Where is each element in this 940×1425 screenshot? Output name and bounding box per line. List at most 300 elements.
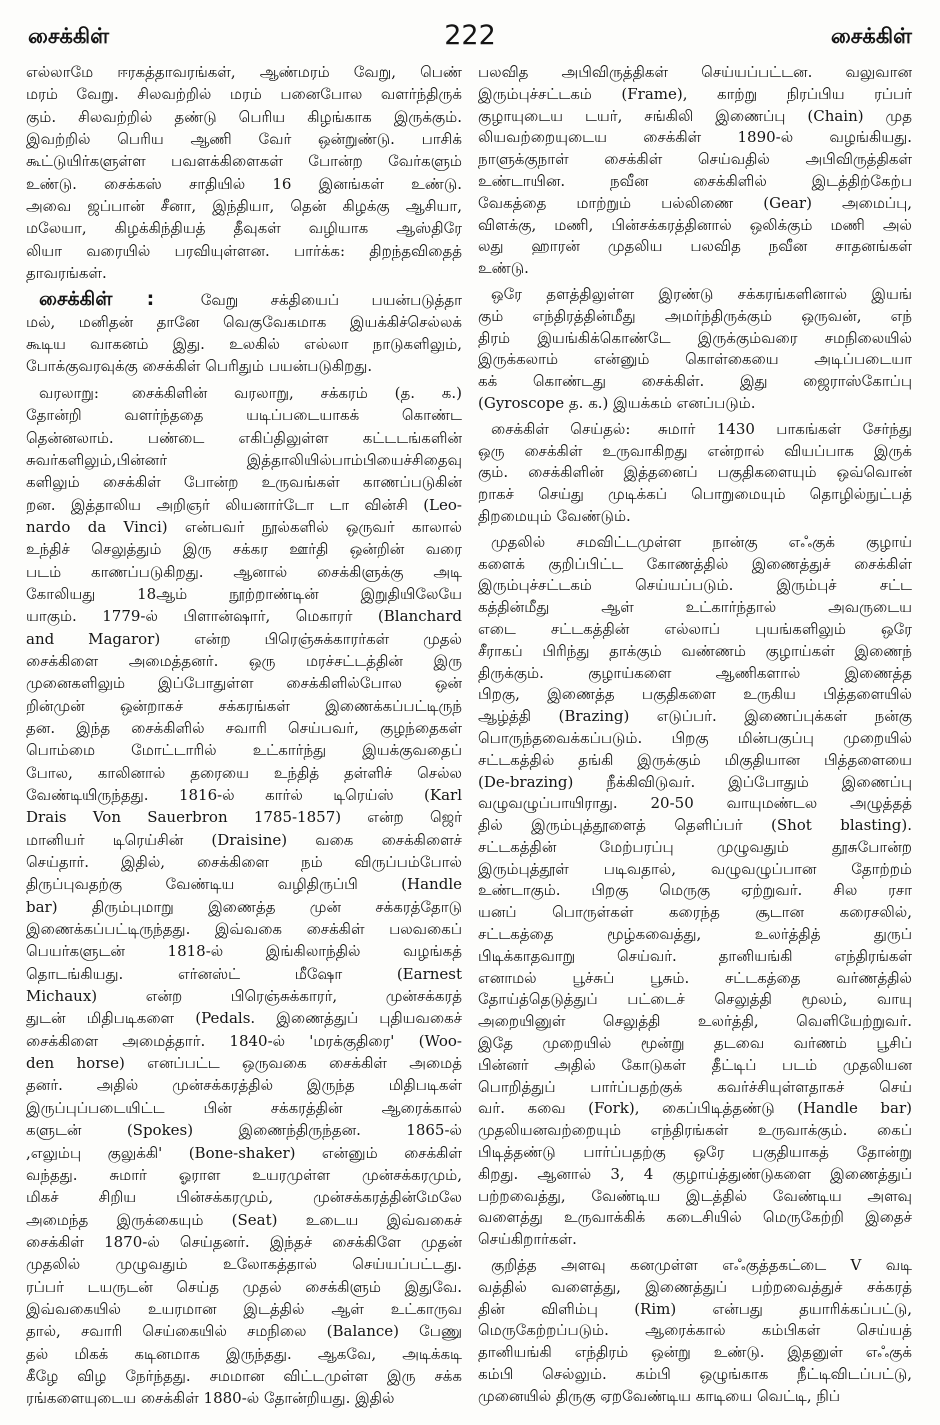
line-content xyxy=(478,329,912,347)
line-content xyxy=(26,406,462,424)
text-line xyxy=(26,1007,462,1029)
line-content xyxy=(26,1032,462,1050)
line-content xyxy=(478,816,912,834)
line-text: ரப்பர் டயருடன் செய்த முதல் சைக்கிளும் இதுவே. xyxy=(26,1277,462,1296)
text-line xyxy=(478,258,912,280)
line-text: இரும்புச்சட்டகம் (Frame), காற்று நிரப்பிய ரப்பர் xyxy=(478,84,912,103)
line-text: எல்லாமே ஈரகத்தாவரங்கள், ஆண்மரம் வேறு, பெண் xyxy=(26,63,462,81)
line-text: இவற்றில் பெரிய ஆணி வேர் ஒன்றுண்டு. பாசிக் xyxy=(26,130,462,149)
line-content xyxy=(26,786,462,804)
text-line xyxy=(26,717,462,739)
line-content xyxy=(478,150,912,168)
line-content xyxy=(26,1054,462,1072)
line-text: தோன்றி வளர்ந்ததை யடிப்படையாகக் கொண்ட xyxy=(26,406,462,425)
line-text: இருக்கலாம் என்னும் கொள்கையை அடிப்படையா xyxy=(478,350,912,369)
line-content xyxy=(478,85,912,103)
line-content xyxy=(478,598,912,616)
paragraph xyxy=(478,1255,912,1408)
section-title: வரலாறு: xyxy=(39,383,99,402)
line-content xyxy=(26,920,462,938)
line-content xyxy=(478,1099,912,1117)
line-text: முனைகளிலும் இப்போதுள்ள சைக்கிளில்போல ஒன் xyxy=(26,674,462,693)
line-content xyxy=(478,707,912,725)
text-line xyxy=(478,349,912,371)
text-line xyxy=(478,706,912,728)
line-text: கூட்டுயிர்களுள்ள பவளக்கிளைகள் போன்ற வேர்களும் xyxy=(26,152,462,171)
line-text: செய்தார். இதில், சைக்கிளை நம் விருப்பம்போல் xyxy=(26,853,462,872)
line-text: தொடங்கியது. எர்னஸ்ட் மீஷோ (Earnest xyxy=(26,964,462,983)
text-line xyxy=(26,173,462,195)
line-content xyxy=(478,237,912,255)
text-line xyxy=(478,684,912,706)
line-text: கக் கொண்டது சைக்கிள். இது ஜைராஸ்கோப்பு xyxy=(478,372,912,391)
text-line xyxy=(478,1120,912,1142)
line-content xyxy=(478,1078,912,1096)
text-line xyxy=(478,1342,912,1364)
line-content xyxy=(26,355,372,377)
text-line xyxy=(26,806,462,828)
line-text: வந்தது. சுமார் ஓராள உயரமுள்ள முன்சக்கரமும், xyxy=(26,1165,462,1184)
text-line xyxy=(478,84,912,106)
line-text: யனப் பொருள்கள் கரைந்த சூடான கரைசலில், xyxy=(478,903,912,922)
line-content xyxy=(26,563,462,581)
text-line xyxy=(478,1386,912,1408)
line-content xyxy=(478,1321,912,1339)
line-text: பொறித்துப் பார்ப்பதற்குக் கவர்ச்சியுள்ளதாகச் செய் xyxy=(478,1077,912,1096)
line-text: ஒரே தளத்திலுள்ள இரண்டு சக்கரங்களினால் இயங் xyxy=(491,284,912,303)
line-content xyxy=(26,1211,462,1229)
line-content xyxy=(26,335,462,353)
line-text: களிலும் சைக்கிள் போன்ற உருவங்கள் காணப்படுகின் xyxy=(26,473,462,492)
line-content xyxy=(478,350,912,368)
line-text: வளைத்து உருவாக்கிக் கடைசியில் மெருகேற்றி இதைச் xyxy=(478,1208,912,1227)
text-line xyxy=(478,1207,912,1229)
line-text: இரும்புச்சட்டகம் செய்யப்படும். இரும்புச் சட்ட xyxy=(478,576,912,595)
line-content xyxy=(26,262,107,284)
text-line xyxy=(26,672,462,694)
text-line xyxy=(26,382,462,404)
text-line xyxy=(478,946,912,968)
line-content xyxy=(478,751,912,769)
text-line xyxy=(478,641,912,663)
line-content xyxy=(478,969,912,987)
text-line xyxy=(26,1074,462,1096)
text-line xyxy=(478,371,912,393)
text-line xyxy=(26,784,462,806)
line-content xyxy=(26,197,462,215)
line-text: சீராகப் பிரிந்து தாக்கும் வண்ணம் குழாய்கள் இணைந் xyxy=(478,641,912,660)
line-content xyxy=(478,773,912,791)
line-content xyxy=(491,420,912,438)
line-content xyxy=(26,1188,462,1206)
text-line xyxy=(478,1164,912,1186)
line-text: மரம் வேறு. சிலவற்றில் மரம் பனைபோல வளர்ந்திருக் xyxy=(26,85,462,104)
line-content xyxy=(26,429,462,447)
text-line xyxy=(478,193,912,215)
line-content xyxy=(26,741,462,759)
line-content xyxy=(478,881,912,899)
line-text: நாளுக்குநாள் சைக்கிள் செய்வதில் அபிவிருத்திகள் xyxy=(478,150,912,169)
line-content xyxy=(26,652,462,670)
line-text: துடன் மிதிபடிகளை (Pedals. இணைத்துப் புதியவகைச் xyxy=(26,1009,462,1028)
text-line xyxy=(478,127,912,149)
text-line xyxy=(26,1164,462,1186)
line-text: முனையில் திருகு ஏறவேண்டிய காடியை வெட்டி, நிப் xyxy=(478,1386,840,1405)
line-text: சைக்கிளின் வரலாறு, சக்கரம் (த. க.) xyxy=(131,383,462,402)
line-text: திருக்கும். குழாய்களை ஆணிகளால் இணைத்த xyxy=(478,663,912,682)
text-line xyxy=(26,1142,462,1164)
text-line xyxy=(26,1320,462,1342)
line-content xyxy=(478,1278,912,1296)
text-line xyxy=(478,554,912,576)
text-line xyxy=(26,311,462,333)
line-content xyxy=(26,1367,462,1385)
line-content xyxy=(478,903,912,921)
text-line xyxy=(26,538,462,560)
line-text: பற்றவைத்து, வேண்டிய இடத்தில் வேண்டிய அளவு xyxy=(478,1186,912,1205)
line-text: றன. இத்தாலிய அறிஞர் லியனார்டோ டா வின்சி (Leo- xyxy=(26,495,462,514)
line-content xyxy=(26,473,462,491)
line-content xyxy=(478,990,912,1008)
line-text: உண்டாயின. நவீன சைக்கிளில் இடத்திற்கேற்ப xyxy=(478,171,912,190)
line-content xyxy=(26,108,462,126)
page-number: 222 xyxy=(444,20,496,51)
text-line xyxy=(26,1253,462,1275)
line-text: பிடித்தண்டு பார்ப்பதற்கு ஒரே பகுதியாகத் தோன்று xyxy=(478,1143,912,1162)
line-text: ,எலும்பு குலுக்கி' (Bone-shaker) என்னும் சைக்கிள் xyxy=(26,1143,462,1162)
text-line xyxy=(478,750,912,772)
line-content xyxy=(26,942,462,960)
text-line xyxy=(26,583,462,605)
text-line xyxy=(26,262,462,284)
text-line xyxy=(26,128,462,150)
running-head-right: சைக்கிள் xyxy=(830,24,912,48)
text-line xyxy=(26,762,462,784)
text-line xyxy=(478,663,912,685)
text-line xyxy=(478,106,912,128)
line-text: தனர். அதில் முன்சக்கரத்தில் இருந்த மிதிபடிகள் xyxy=(26,1076,462,1095)
text-line xyxy=(26,1186,462,1208)
line-text: திருப்புவதற்கு வேண்டிய வழிதிருப்பி (Handle xyxy=(26,875,462,894)
line-text: சைக்கிளை அமைத்தார். 1840-ல் 'மரக்குதிரை' (Woo- xyxy=(26,1031,462,1050)
line-content xyxy=(478,1034,912,1052)
text-line xyxy=(26,896,462,918)
text-line xyxy=(478,62,912,84)
line-content xyxy=(26,1144,462,1162)
line-text: மெருகேற்றப்படும். ஆரைக்கால் கம்பிகள் செய்யத் xyxy=(478,1321,912,1340)
line-content xyxy=(478,860,912,878)
text-line xyxy=(26,1276,462,1298)
text-line xyxy=(26,494,462,516)
text-line xyxy=(26,106,462,128)
line-text: கிறது. ஆனால் 3, 4 குழாய்த்துண்டுகளை இணைத்துப் xyxy=(478,1164,912,1183)
line-text: திறமையும் வேண்டும். xyxy=(478,506,631,525)
line-text: மல், மனிதன் தானே வெகுவேகமாக இயக்கிச்செல்லக் xyxy=(26,312,462,331)
line-text: அவை ஜப்பான் சீனா, இந்தியா, தென் கிழக்கு ஆசியா, xyxy=(26,197,462,216)
line-content xyxy=(26,496,462,514)
line-text: சுவர்களிலும்,பின்னர் இத்தாலியில்பாம்பியைச்சிதைவு xyxy=(26,450,462,469)
line-text: தானியங்கி எந்திரம் ஒன்று உண்டு. இதனுள் எஃகுக் xyxy=(478,1343,912,1362)
running-head-left: சைக்கிள் xyxy=(28,24,110,48)
text-line xyxy=(26,150,462,172)
line-text: சட்டகத்தில் தங்கி இருக்கும் மிகுதியான பித்தளையை xyxy=(478,750,912,769)
text-line xyxy=(478,728,912,750)
line-content xyxy=(478,107,912,125)
line-content xyxy=(26,219,462,237)
line-content xyxy=(478,1365,912,1383)
text-line xyxy=(478,1320,912,1342)
line-text: Drais Von Sauerbron 1785-1857) என்ற ஜெர் xyxy=(26,808,462,827)
line-text: கும். சைக்கிளின் இத்தனைப் பகுதிகளையும் ஒவ்வொன் xyxy=(478,463,912,482)
text-line xyxy=(26,355,462,377)
line-text: பின்னர் அதில் கோடுகள் தீட்டிப் படம் முதலியன xyxy=(478,1055,912,1074)
line-content xyxy=(478,642,912,660)
line-content xyxy=(26,853,462,871)
line-content xyxy=(26,313,462,331)
line-text: தோய்த்தெடுத்துப் பட்டைச் செலுத்தி மூலம், வாயு xyxy=(478,990,912,1009)
line-text: (Gyroscope த. க.) இயக்கம் எனப்படும். xyxy=(478,393,756,412)
text-line xyxy=(26,1365,462,1387)
line-text: களுடன் (Spokes) இணைந்திருந்தன. 1865-ல் xyxy=(26,1121,462,1140)
text-line xyxy=(478,837,912,859)
line-content xyxy=(478,258,529,280)
line-text: முதலில் முழுவதும் உலோகத்தால் செய்யப்பட்டது. xyxy=(26,1255,462,1274)
line-text: இரும்புத்தூள் படிவதால், வழுவழுப்பான தோற்றம் xyxy=(478,859,912,878)
line-content xyxy=(26,1345,462,1363)
line-text: முதலில் சமவிட்டமுள்ள நான்கு எஃகுக் குழாய் xyxy=(491,532,912,551)
line-text: கும் எந்திரத்தின்மீது அமர்ந்திருக்கும் ஒருவன், எந் xyxy=(478,306,912,325)
line-text: ரங்களையுடைய சைக்கிள் 1880-ல் தோன்றியது. இதில் xyxy=(26,1389,395,1408)
line-text: இருப்புப்படையிட்ட பின் சக்கரத்தின் ஆரைக்கால் xyxy=(26,1098,462,1117)
text-line xyxy=(26,404,462,426)
line-content xyxy=(478,555,912,573)
text-line xyxy=(26,985,462,1007)
line-content xyxy=(26,831,462,849)
line-content xyxy=(478,794,912,812)
line-text: குறித்த அளவு கனமுள்ள எஃகுத்தகட்டை V வடி xyxy=(491,1256,912,1275)
text-line xyxy=(26,1298,462,1320)
line-content xyxy=(478,925,912,943)
text-line xyxy=(26,918,462,940)
line-content xyxy=(478,1165,912,1183)
line-text: தன. இந்த சைக்கிளில் சவாரி செய்பவர், குழந்தைகள் xyxy=(26,718,462,737)
paragraph xyxy=(478,532,912,1251)
text-line xyxy=(478,484,912,506)
line-text: குழாயுடைய டயர், சங்கிலி இணைப்பு (Chain) முத xyxy=(478,106,912,125)
text-line xyxy=(478,532,912,554)
line-text: கத்தின்மீது ஆள் உட்கார்ந்தால் அவருடைய xyxy=(478,598,912,617)
line-content xyxy=(26,130,462,148)
text-line xyxy=(478,793,912,815)
text-line xyxy=(478,619,912,641)
line-text: அறையினுள் செலுத்தி உலர்த்தி, வெளியேற்றுவர். xyxy=(478,1012,912,1031)
text-line xyxy=(478,1299,912,1321)
line-content xyxy=(478,1343,912,1361)
line-text: தாவரங்கள். xyxy=(26,264,107,283)
text-line xyxy=(26,516,462,538)
line-text: சட்டகத்தை மூழ்கவைத்து, உலர்த்தித் துருப் xyxy=(478,925,912,944)
line-content xyxy=(39,288,462,311)
line-content xyxy=(26,1099,462,1117)
text-line xyxy=(26,1097,462,1119)
line-content xyxy=(26,987,462,1005)
line-text: தின் விளிம்பு (Rim) என்பது தயாரிக்கப்பட்டு, xyxy=(478,1299,912,1318)
text-line xyxy=(478,506,912,528)
line-content xyxy=(26,697,462,715)
line-text: அமைந்த இருக்கையும் (Seat) உடைய இவ்வகைச் xyxy=(26,1210,462,1229)
line-text: nardo da Vinci) என்பவர் நூல்களில் ஒருவர் காலால் xyxy=(26,517,462,536)
text-line xyxy=(478,284,912,306)
text-line xyxy=(26,240,462,262)
line-text: உந்திச் செலுத்தும் இரு சக்கர ஊர்தி ஒன்றின் வரை xyxy=(26,540,462,559)
line-content xyxy=(26,152,462,170)
line-content xyxy=(478,620,912,638)
line-content xyxy=(26,451,462,469)
text-line xyxy=(478,1098,912,1120)
line-text: செய்கிறார்கள். xyxy=(478,1230,577,1249)
line-text: போல, காலினால் தரையை உந்தித் தள்ளிச் செல்ல xyxy=(26,763,462,782)
text-line xyxy=(26,61,462,83)
text-line xyxy=(478,419,912,441)
line-text: எடை சட்டகத்தின் எல்லாப் புயங்களிலும் ஒரே xyxy=(478,619,912,638)
line-content xyxy=(26,630,462,648)
line-content xyxy=(478,128,912,146)
text-line xyxy=(478,171,912,193)
line-text: விளக்கு, மணி, பின்சக்கரத்தினால் ஒலிக்கும் மணி அல் xyxy=(478,215,912,234)
line-text: றின்முன் ஒன்றாகச் சக்கரங்கள் இணைக்கப்பட்டிருந் xyxy=(26,696,462,715)
line-text: வர். கவை (Fork), கைப்பிடித்தண்டு (Handle bar) xyxy=(478,1099,912,1118)
line-content xyxy=(478,393,755,415)
text-line xyxy=(478,1055,912,1077)
text-line xyxy=(26,963,462,985)
line-content xyxy=(26,1076,462,1094)
line-text: தால், சவாரி செய்கையில் சமநிலை (Balance) பேணு xyxy=(26,1322,462,1341)
text-line xyxy=(26,1231,462,1253)
line-text: சைக்கிள் 1870-ல் செய்தனர். இந்தச் சைக்கிளே முதன் xyxy=(26,1232,462,1251)
text-line xyxy=(26,1030,462,1052)
text-line xyxy=(26,449,462,471)
line-content xyxy=(39,384,462,402)
line-text: (De-brazing) நீக்கிவிடுவர். இப்போதும் இணைப்பு xyxy=(478,772,912,791)
line-text: தல் மிகக் கடினமாக இருந்தது. ஆகவே, அடிக்கடி xyxy=(26,1344,462,1363)
line-content xyxy=(26,1009,462,1027)
text-line xyxy=(26,628,462,650)
text-line xyxy=(478,902,912,924)
line-content xyxy=(478,685,912,703)
line-content xyxy=(478,1121,912,1139)
text-line xyxy=(478,1142,912,1164)
line-content xyxy=(478,1386,840,1408)
right-column xyxy=(478,62,912,1420)
text-line xyxy=(478,306,912,328)
line-content xyxy=(26,540,462,558)
text-line xyxy=(26,1119,462,1141)
line-text: வழுவழுப்பாயிராது. 20-50 வாயுமண்டல அழுத்தத் xyxy=(478,794,912,813)
line-text: மலேயா, கிழக்கிந்தியத் தீவுகள் வழியாக ஆஸ்திரே xyxy=(26,219,462,238)
text-line xyxy=(26,851,462,873)
line-text: பெயர்களுடன் 1818-ல் இங்கிலாந்தில் வழங்கத் xyxy=(26,942,462,961)
text-line xyxy=(478,597,912,619)
paragraph xyxy=(478,419,912,528)
text-line xyxy=(478,1277,912,1299)
section-title: சைக்கிள் செய்தல்: xyxy=(491,419,631,438)
line-content xyxy=(478,485,912,503)
line-content xyxy=(26,1121,462,1139)
paragraph xyxy=(26,382,462,1410)
line-text: மிகச் சிறிய பின்சக்கரமும், முன்சக்கரத்தின்மேலே xyxy=(26,1188,462,1207)
text-line xyxy=(26,561,462,583)
line-text: தில் இரும்புத்தூளைத் தெளிப்பர் (Shot blasting). xyxy=(478,816,912,835)
line-content xyxy=(491,1256,912,1274)
entry-title: சைக்கிள் : xyxy=(39,288,155,311)
line-content xyxy=(26,63,462,81)
line-text: மானியர் டிரெய்சின் (Draisine) வகை சைக்கிளைச் xyxy=(26,830,462,849)
line-content xyxy=(478,947,912,965)
line-content xyxy=(478,1187,912,1205)
line-text: வேறு சக்தியைப் பயன்படுத்தா xyxy=(200,291,462,310)
line-content xyxy=(26,518,462,536)
line-text: ஒரு சைக்கிள் உருவாகிறது என்றால் வியப்பாக இருக் xyxy=(478,441,912,460)
text-line xyxy=(26,471,462,493)
line-content xyxy=(26,1166,462,1184)
text-line xyxy=(26,1387,462,1409)
line-text: உண்டாகும். பிறகு மெருகு ஏற்றுவர். சில ரசா xyxy=(478,881,912,900)
line-content xyxy=(26,1387,394,1409)
line-text: இவ்வகையில் உயரமான இடத்தில் ஆள் உட்காருவ xyxy=(26,1299,462,1318)
line-text: இணைக்கப்பட்டிருந்தது. இவ்வகை சைக்கிள் பலவகைப் xyxy=(26,920,462,939)
line-text: சுமார் 1430 பாகங்கள் சேர்ந்து xyxy=(657,419,912,438)
line-text: வேண்டியிருந்தது. 1816-ல் கார்ல் டிரெய்ஸ் (Karl xyxy=(26,786,462,804)
line-text: படம் காணப்படுகிறது. ஆனால் சைக்கிளுக்கு அடி xyxy=(26,562,462,581)
text-line xyxy=(478,989,912,1011)
line-text: உண்டு. சைக்கஸ் சாதியில் 16 இனங்கள் உண்டு. xyxy=(26,174,462,193)
line-content xyxy=(478,372,912,390)
line-content xyxy=(478,729,912,747)
text-line xyxy=(478,393,912,415)
text-line xyxy=(478,880,912,902)
text-line xyxy=(478,236,912,258)
text-line xyxy=(478,1364,912,1386)
text-line xyxy=(478,1255,912,1277)
text-line xyxy=(478,1077,912,1099)
line-content xyxy=(26,764,462,782)
line-text: வத்தில் வளைத்து, இணைத்துப் பற்றவைத்துச் சக்கரத் xyxy=(478,1277,912,1296)
line-content xyxy=(491,285,912,303)
line-content xyxy=(478,664,912,682)
line-content xyxy=(26,1233,462,1251)
text-line xyxy=(26,650,462,672)
line-content xyxy=(26,1255,462,1273)
text-line xyxy=(478,215,912,237)
line-content xyxy=(26,607,462,625)
text-line xyxy=(26,1209,462,1231)
line-content xyxy=(478,1300,912,1318)
line-content xyxy=(478,1056,912,1074)
line-content xyxy=(478,1229,577,1251)
line-content xyxy=(478,576,912,594)
text-line xyxy=(26,217,462,239)
line-text: கம்பி செல்லும். கம்பி ஒழுங்காக நீட்டிவிடப்பட்டு, xyxy=(478,1365,912,1384)
text-line xyxy=(478,149,912,171)
line-content xyxy=(26,965,462,983)
text-line xyxy=(478,1186,912,1208)
line-text: கீழே விழ நேர்ந்தது. சமமான விட்டமுள்ள இரு சக்க xyxy=(26,1366,462,1385)
line-text: யாகும். 1779-ல் பிளான்ஷார், மெகாரர் (Blanchard xyxy=(26,607,462,626)
text-line xyxy=(478,772,912,794)
line-content xyxy=(26,808,462,826)
line-text: Michaux) என்ற பிரெஞ்சுக்காரர், முன்சக்கரத் xyxy=(26,987,462,1006)
text-line xyxy=(26,333,462,355)
